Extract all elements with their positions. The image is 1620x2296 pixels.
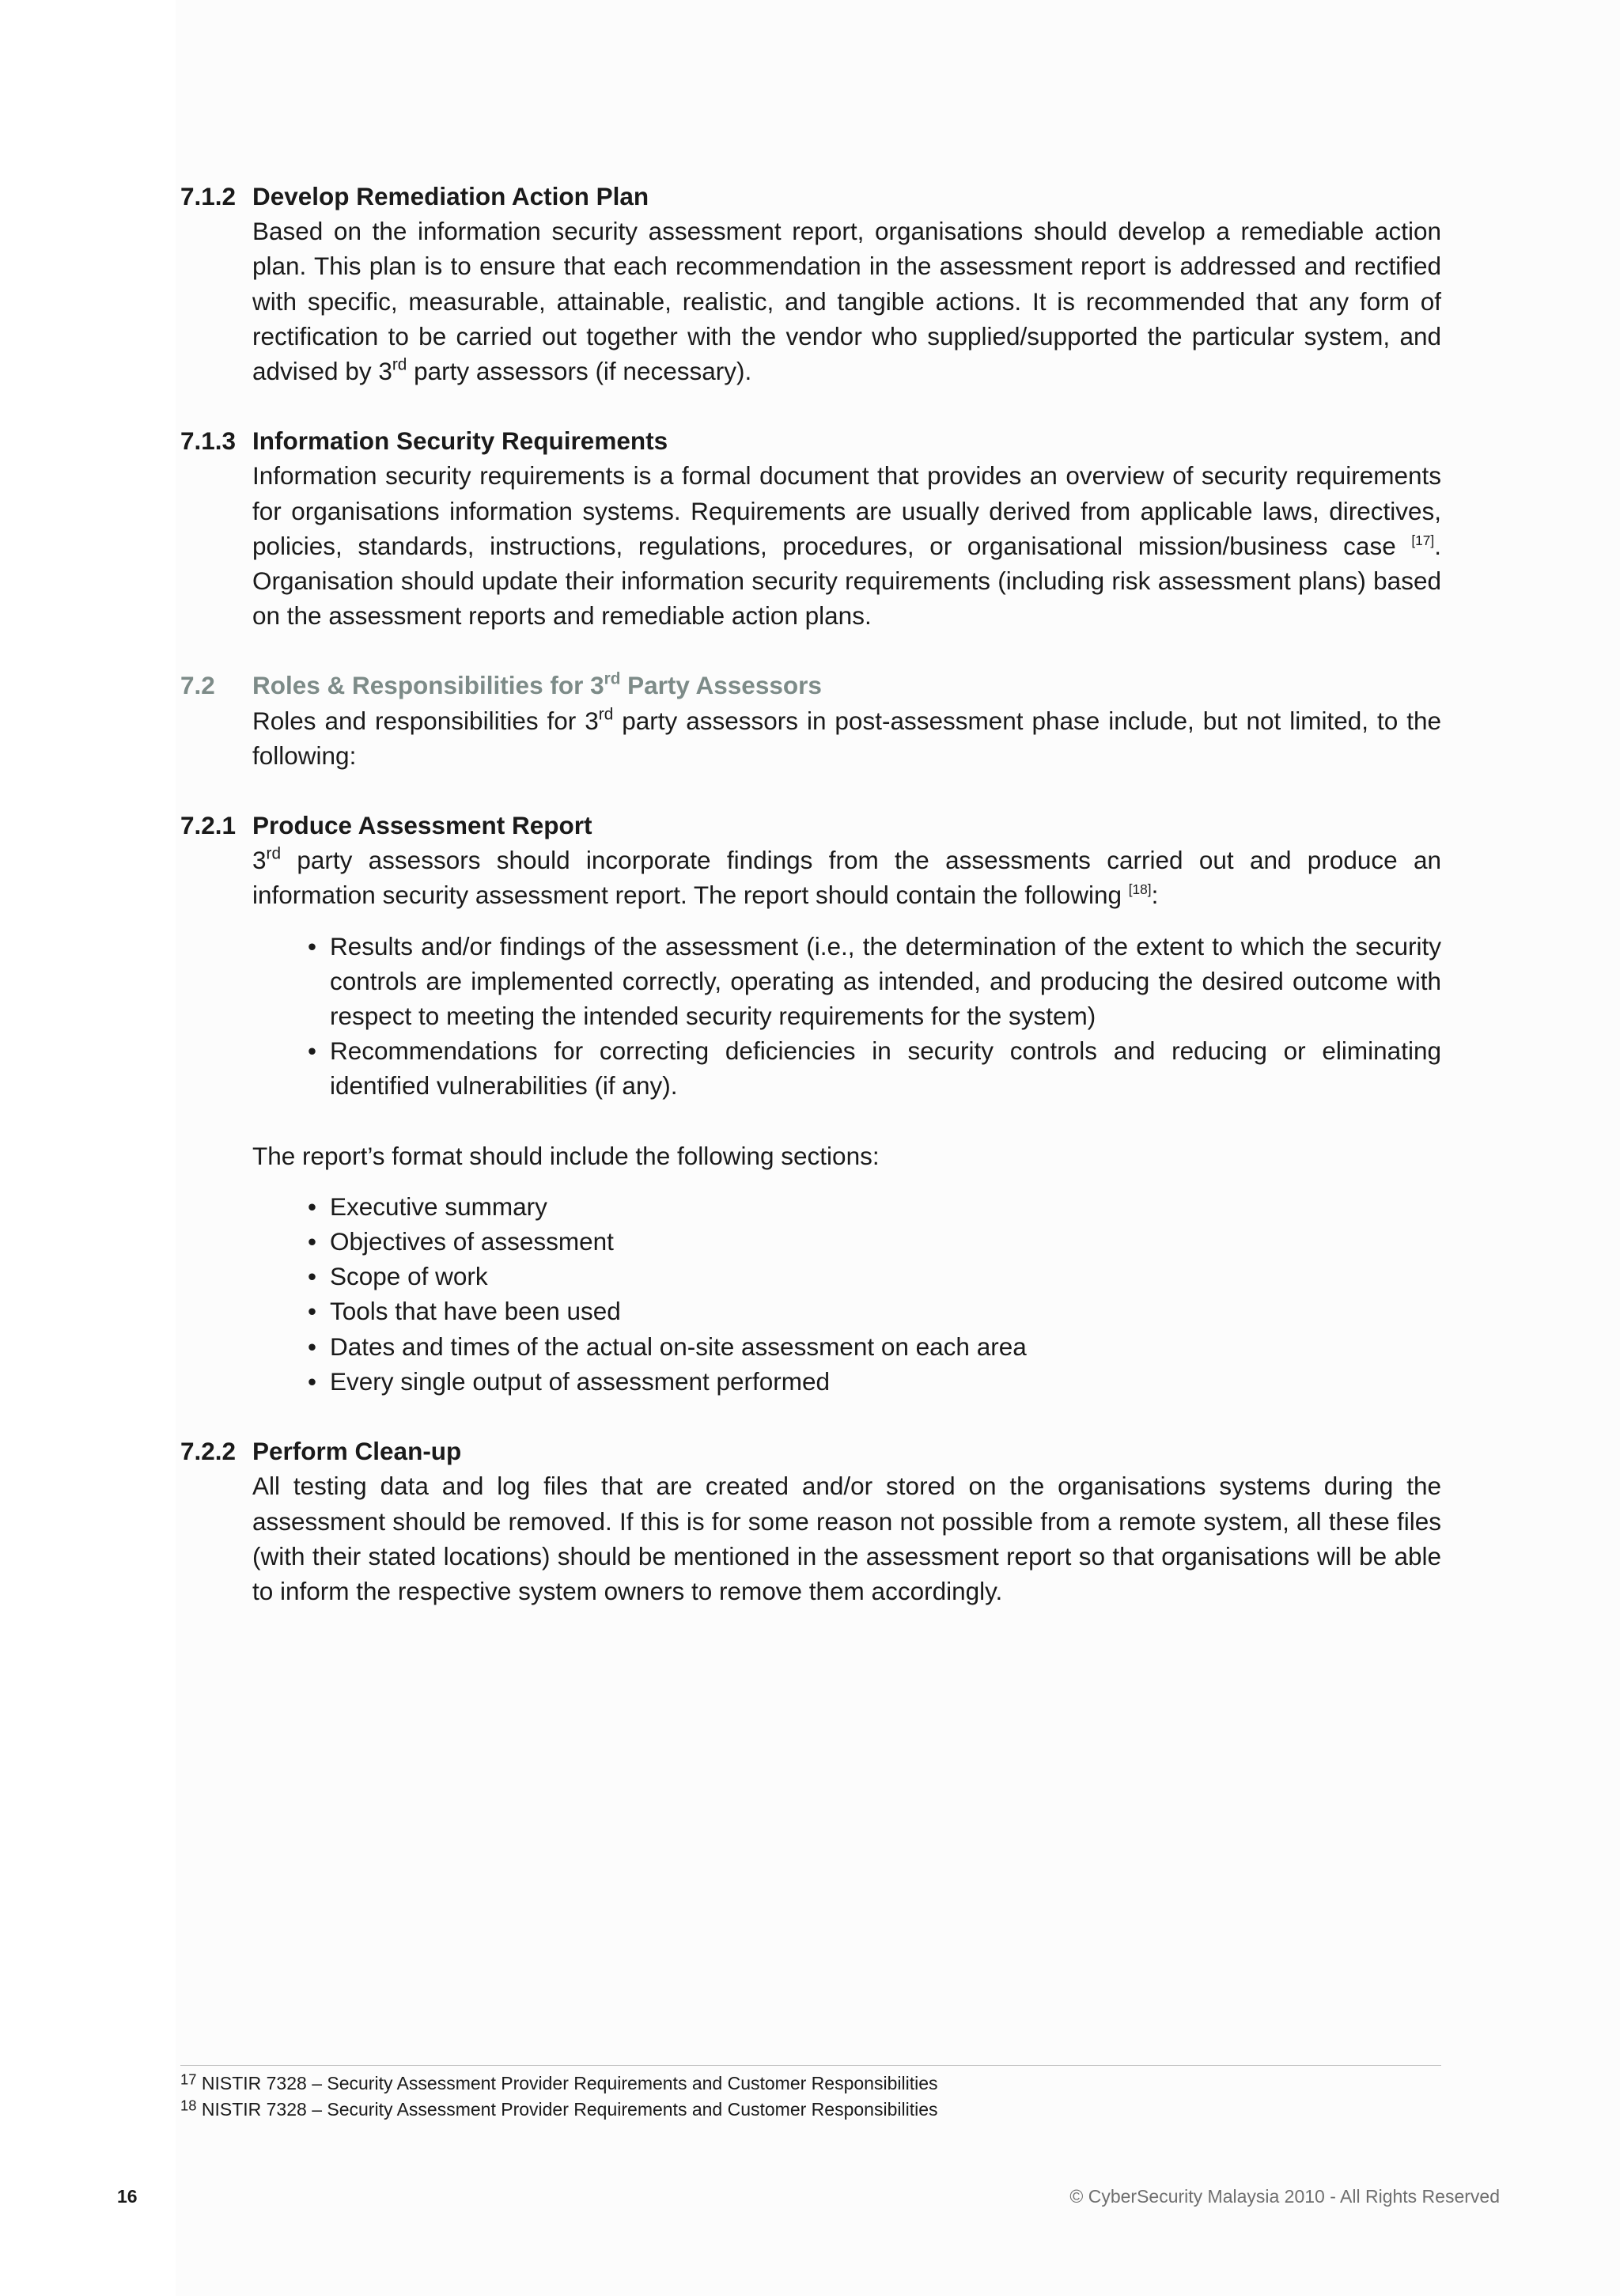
page-number: 16 [117,2186,138,2207]
footnote-number: 17 [180,2071,197,2088]
section-body [252,458,1441,633]
section-7-1-3 [180,423,1441,633]
section-number: 7.2.1 [180,811,237,840]
paragraph: Based on the information security assessment report, organisations should develop a remediable action plan. This plan is to ensure that each recommendation in the assessment report is addressed and rectified with specific, measurable, attainable, realistic, and tangible actions. It is recommended that any form of rectification to be carried out together with the vendor who supplied/supported the particular system, and advised by 3rd party assessors (if necessary). [252,217,1441,386]
report-contents-list [252,929,1441,1104]
list-item: • Recommendations for correcting deficiencies in security controls and reducing or eliminating identified vulnerabilities (if any). [308,1033,1441,1103]
section-heading [180,423,1441,458]
paragraph: The report’s format should include the following sections: [252,1141,880,1170]
list-item: • Objectives of assessment [308,1224,1441,1259]
paragraph: 3rd party assessors should incorporate findings from the assessments carried out and produce an information security assessment report. The report should contain the following [18]: [252,844,1441,910]
copyright-notice: © CyberSecurity Malaysia 2010 - All Rights Reserved [1069,2186,1500,2207]
list-item: • Scope of work [308,1259,1441,1294]
paragraph: Information security requirements is a formal document that provides an overview of security requirements for organisations information systems. Requirements are usually derived from applicable laws, directives, policies, standards, instructions, regulations, procedures, or organisational mission/business case [17]. Organisation should update their information security requirements (including risk assessment plans) based on the assessment reports and remediable action plans. [252,461,1441,631]
list-item: • Tools that have been used [308,1294,1441,1328]
section-7-2-1 [180,808,1441,1399]
list-item: • Every single output of assessment performed [308,1364,1441,1399]
section-7-2-2 [180,1434,1441,1608]
section-number: 7.2 [180,671,215,700]
footnote-number: 18 [180,2097,197,2114]
footnote-18: $^{18}$ NISTIR 7328 – Security Assessment Provider Requirements and Customer Responsibilities [180,2097,938,2120]
superscript: rd [392,355,407,374]
section-heading [180,179,1441,214]
list-item: • Results and/or findings of the assessment (i.e., the determination of the extent to which the security controls are implemented correctly, operating as intended, and producing the desired outcome with respect to meeting the intended security requirements for the system) [308,929,1441,1034]
section-title: Perform Clean-up [252,1437,462,1466]
footnote-ref-18: [18] [1128,881,1152,898]
section-number: 7.1.3 [180,426,237,456]
section-body [252,703,1441,773]
section-body [252,843,1441,1399]
section-title: Develop Remediation Action Plan [252,182,649,210]
section-body [252,1468,1441,1608]
list-item: • Executive summary [308,1189,1441,1224]
list-item: • Dates and times of the actual on-site assessment on each area [308,1329,1441,1364]
superscript: rd [604,669,621,688]
section-heading [180,808,1441,843]
section-heading [180,1434,1441,1468]
footnote-ref-17: [17] [1411,532,1435,548]
footnote-17: $^{17}$ NISTIR 7328 – Security Assessment Provider Requirements and Customer Responsibilities [180,2071,938,2093]
section-title: Information Security Requirements [252,426,668,456]
paragraph: Roles and responsibilities for 3rd party assessors in post-assessment phase include, but not limited, to the following: [252,705,1441,770]
report-format-list [252,1189,1441,1399]
section-heading [180,668,1441,703]
section-title: Roles & Responsibilities for 3rd Party Assessors [252,669,822,700]
section-number: 7.2.2 [180,1437,237,1466]
paragraph: All testing data and log files that are created and/or stored on the organisations systems during the assessment should be removed. If this is for some reason not possible from a remote system, all these files (with their stated locations) should be mentioned in the assessment report so that organisations will be able to inform the respective system owners to remove them accordingly. [252,1472,1441,1605]
superscript: rd [266,844,282,863]
section-number: 7.1.2 [180,182,237,210]
superscript: rd [598,705,614,724]
section-title: Produce Assessment Report [252,811,592,840]
section-body [252,214,1441,388]
section-7-1-2 [180,179,1441,388]
page-content [180,179,1441,1643]
section-7-2 [180,668,1441,773]
footnotes [180,2065,1441,2123]
